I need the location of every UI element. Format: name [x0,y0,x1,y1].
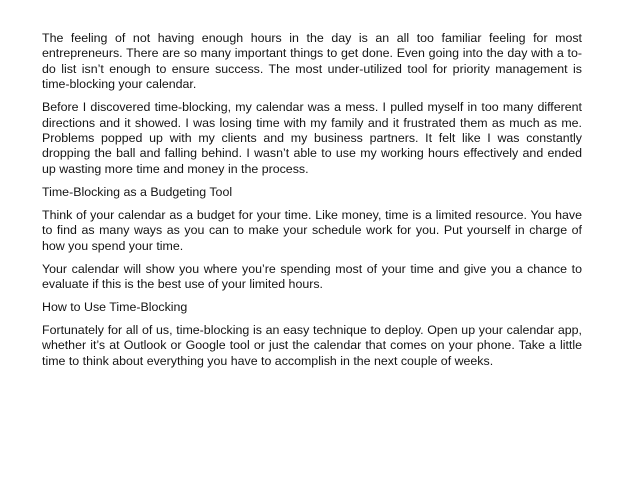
document-body [42,31,582,377]
budget-paragraph: Think of your calendar as a budget for your time. Like money, time is a limited resource. You have to find as many ways as you can to make your schedule work for you. Put yourself in charge of how you spend your time. [42,207,582,253]
section-heading-how-to: How to Use Time-Blocking [42,300,188,315]
before-time-blocking-paragraph: Before I discovered time-blocking, my calendar was a mess. I pulled myself in too many different directions and it showed. I was losing time with my family and it frustrated them as much as me. Problems popped up with my clients and my business partners. It felt like I was constantly dropping the ball and falling behind. I wasn’t able to use my working hours effectively and ended up wasting more time and money in the process. [42,100,582,176]
how-to-paragraph: Fortunately for all of us, time-blocking is an easy technique to deploy. Open up your calendar app, whether it’s at Outlook or Google tool or just the calendar that comes on your phone. Take a little time to think about everything you have to accomplish in the next couple of weeks. [42,323,582,368]
section-heading-budgeting: Time-Blocking as a Budgeting Tool [42,184,233,199]
intro-paragraph: The feeling of not having enough hours in the day is an all too familiar feeling for most entrepreneurs. There are so many important things to get done. Even going into the day with a to-do list isn’t enough to ensure success. The most under-utilized tool for priority management is time-blocking your calendar. [42,31,582,92]
calendar-evaluate-paragraph: Your calendar will show you where you’re spending most of your time and give you a chance to evaluate if this is the best use of your limited hours. [42,261,582,292]
